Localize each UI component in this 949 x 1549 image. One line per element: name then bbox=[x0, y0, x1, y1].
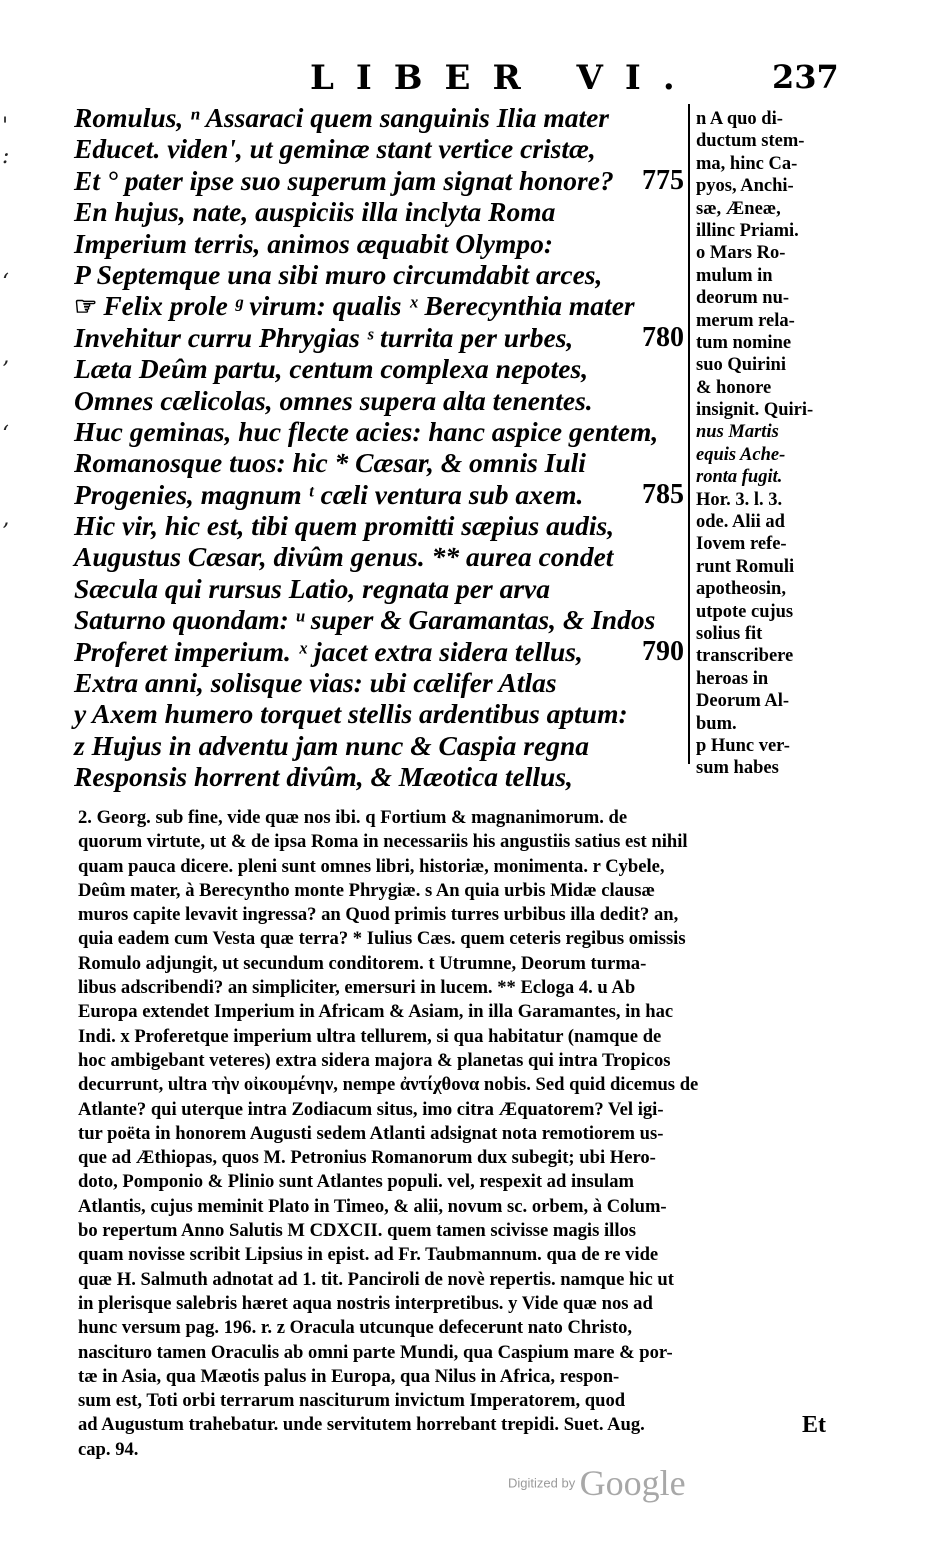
verse-line bbox=[74, 604, 690, 635]
commentary-block bbox=[78, 806, 838, 1462]
commentary-line: ad Augustum trahebatur. unde servitutem horrebant trepidi. Suet. Aug. bbox=[78, 1414, 645, 1436]
verse-text: y Axem humero torquet stellis ardentibus aptum: bbox=[74, 698, 628, 730]
gutter-mark: ‘ bbox=[2, 270, 9, 295]
verse-text: Extra anni, solisque vias: ubi cælifer Atlas bbox=[74, 667, 557, 699]
commentary-line: Deûm mater, à Berecyntho monte Phrygiæ. s An quia urbis Midæ clausæ bbox=[78, 879, 655, 901]
gutter-marks bbox=[0, 100, 26, 800]
verse-text: Sæcula qui rursus Latio, regnata per arva bbox=[74, 572, 550, 604]
verse-line bbox=[74, 416, 690, 447]
verse-line bbox=[74, 447, 690, 478]
verse-text: Hic vir, hic est, tibi quem promitti sæpius audis, bbox=[74, 510, 615, 542]
verse-text: En hujus, nate, auspiciis illa inclyta Roma bbox=[74, 196, 556, 228]
marginal-note-line: merum rela- bbox=[696, 310, 795, 331]
marginal-note-line: mulum in bbox=[696, 265, 773, 286]
verse-line bbox=[74, 510, 690, 541]
marginal-note-line: tum nomine bbox=[696, 332, 792, 353]
commentary-line: bo repertum Anno Salutis M CDXCII. quem tamen scivisse magis illos bbox=[78, 1220, 637, 1242]
marginal-note-line: n A quo di- bbox=[696, 109, 783, 129]
pointing-hand-icon: ☞ bbox=[74, 292, 98, 322]
verse-block bbox=[74, 102, 690, 793]
verse-text: Romanosque tuos: hic * Cæsar, & omnis Iuli bbox=[74, 447, 586, 479]
commentary-line: quam pauca dicere. pleni sunt omnes libri, historiæ, monimenta. r Cybele, bbox=[78, 855, 665, 877]
commentary-line: nascituro tamen Oraculis ab omni parte Mundi, qua Caspium mare & por- bbox=[78, 1341, 673, 1363]
marginal-note-line: equis Ache- bbox=[696, 444, 786, 465]
marginal-note-line: apotheosin, bbox=[696, 579, 786, 600]
commentary-line: Atlante? qui uterque intra Zodiacum situs, imo citra Æquatorem? Vel igi- bbox=[78, 1098, 664, 1120]
column-rule bbox=[688, 104, 690, 764]
verse-line bbox=[74, 290, 690, 321]
marginal-note-line: pyos, Anchi- bbox=[696, 176, 794, 197]
verse-text: Progenies, magnum ᵗ cæli ventura sub axem. bbox=[74, 478, 584, 510]
marginal-note-line: illinc Priami. bbox=[696, 220, 799, 241]
verse-line bbox=[74, 698, 690, 729]
verse-line bbox=[74, 228, 690, 259]
marginal-note-line: ronta fugit. bbox=[696, 467, 783, 488]
verse-line bbox=[74, 165, 690, 196]
verse-line bbox=[74, 196, 690, 227]
gutter-mark: ‘ bbox=[2, 422, 9, 447]
marginal-note bbox=[696, 108, 824, 780]
verse-line bbox=[74, 133, 690, 164]
verse-line bbox=[74, 353, 690, 384]
gutter-mark: ’ bbox=[2, 358, 9, 383]
marginal-note-line: solius fit bbox=[696, 623, 763, 644]
marginal-note-line: ode. Alii ad bbox=[696, 512, 785, 533]
line-number: 775 bbox=[642, 164, 684, 196]
verse-text: Imperium terris, animos æquabit Olympo: bbox=[74, 227, 554, 259]
marginal-note-line: deorum nu- bbox=[696, 288, 790, 309]
commentary-line: muros capite levavit ingressa? an Quod primis turres urbibus illa dedit? an, bbox=[78, 904, 679, 926]
marginal-note-line: Deorum Al- bbox=[696, 691, 789, 712]
marginal-note-line: suo Quirini bbox=[696, 355, 786, 376]
verse-line bbox=[74, 322, 690, 353]
marginal-note-line: insignit. Quiri- bbox=[696, 400, 814, 421]
gutter-mark: ' bbox=[2, 114, 9, 139]
commentary-line: doto, Pomponio & Plinio sunt Atlantes populi. vel, respexit ad insulam bbox=[78, 1171, 635, 1193]
verse-text: Responsis horrent divûm, & Mæotica tellus, bbox=[74, 761, 573, 793]
line-number: 780 bbox=[642, 321, 684, 353]
verse-text: Invehitur curru Phrygias ˢ turrita per urbes, bbox=[74, 321, 574, 353]
marginal-note-line: sum habes bbox=[696, 758, 779, 779]
marginal-note-line: runt Romuli bbox=[696, 556, 795, 577]
marginal-note-line: bum. bbox=[696, 713, 737, 734]
marginal-note-line: ma, hinc Ca- bbox=[696, 153, 798, 174]
verse-text: Augustus Cæsar, divûm genus. ** aurea condet bbox=[74, 541, 614, 573]
gutter-mark: ’ bbox=[2, 520, 9, 545]
commentary-line: Romulo adjungit, ut secundum conditorem. t Utrumne, Deorum turma- bbox=[78, 952, 647, 974]
marginal-note-line: transcribere bbox=[696, 646, 794, 667]
verse-text: P Septemque una sibi muro circumdabit arces, bbox=[74, 258, 603, 290]
verse-text: Omnes cælicolas, omnes supera alta tenentes. bbox=[74, 384, 593, 416]
commentary-line: quorum virtute, ut & de ipsa Roma in necessariis his angustiis satius est nihil bbox=[78, 831, 688, 853]
watermark-prefix: Digitized by bbox=[508, 1475, 576, 1491]
verse-text: Romulus, ⁿ Assaraci quem sanguinis Ilia mater bbox=[74, 102, 610, 133]
verse-line bbox=[74, 541, 690, 572]
commentary-line: Europa extendet Imperium in Africam & Asiam, in illa Garamantes, in hac bbox=[78, 1001, 674, 1023]
marginal-note-line: sæ, Æneæ, bbox=[696, 198, 781, 219]
commentary-line: quia eadem cum Vesta quæ terra? * Iulius Cæs. quem ceteris regibus omissis bbox=[78, 928, 686, 950]
commentary-line: libus adscribendi? an simpliciter, emersuri in lucem. ** Ecloga 4. u Ab bbox=[78, 977, 636, 999]
verse-text: Felix prole ᵍ virum: qualis ˣ Berecynthia mater bbox=[103, 290, 635, 322]
commentary-line: Atlantis, cujus meminit Plato in Timeo, & alii, novum sc. orbem, à Colum- bbox=[78, 1195, 667, 1217]
running-head bbox=[0, 58, 949, 98]
marginal-note-line: nus Martis bbox=[696, 422, 779, 443]
marginal-note-line: o Mars Ro- bbox=[696, 243, 786, 264]
marginal-note-line: p Hunc ver- bbox=[696, 735, 790, 756]
verse-text: Et ° pater ipse suo superum jam signat honore? bbox=[74, 164, 614, 196]
verse-line bbox=[74, 102, 690, 133]
verse-line bbox=[74, 730, 690, 761]
marginal-note-line: & honore bbox=[696, 377, 772, 398]
digitization-watermark bbox=[508, 1462, 686, 1504]
page-title: LIBER VI. bbox=[310, 58, 697, 98]
verse-text: Huc geminas, huc flecte acies: hanc aspice gentem, bbox=[74, 415, 659, 447]
marginal-note-line: heroas in bbox=[696, 668, 769, 689]
commentary-line: cap. 94. bbox=[78, 1438, 139, 1460]
commentary-line: in plerisque salebris hæret aqua nostris interpretibus. y Vide quæ nos ad bbox=[78, 1292, 653, 1314]
commentary-line: decurrunt, ultra τὴν οἰκουμένην, nempe ἀντίχθονα nobis. Sed quid dicemus de bbox=[78, 1074, 699, 1096]
verse-text: z Hujus in adventu jam nunc & Caspia regna bbox=[74, 729, 589, 761]
marginal-note-line: utpote cujus bbox=[696, 601, 794, 622]
watermark-brand: Google bbox=[579, 1463, 686, 1503]
marginal-note-line: ductum stem- bbox=[696, 131, 805, 152]
verse-text: Saturno quondam: ᵘ super & Garamantas, & Indos bbox=[74, 604, 656, 636]
marginal-note-line: Iovem refe- bbox=[696, 534, 787, 555]
commentary-line: hoc ambigebant veteres) extra sidera majora & planetas qui intra Tropicos bbox=[78, 1049, 671, 1071]
verse-text: Educet. viden', ut geminæ stant vertice cristæ, bbox=[74, 133, 596, 165]
commentary-line: que ad Æthiopas, quos M. Petronius Romanorum dux subegit; ubi Hero- bbox=[78, 1147, 656, 1169]
verse-line bbox=[74, 479, 690, 510]
commentary-line: hunc versum pag. 196. r. z Oracula utcunque defecerunt nato Christo, bbox=[78, 1317, 633, 1339]
verse-text: Proferet imperium. ˣ jacet extra sidera tellus, bbox=[74, 635, 583, 667]
commentary-line: Indi. x Proferetque imperium ultra tellurem, si qua habitatur (namque de bbox=[78, 1025, 662, 1047]
verse-line bbox=[74, 667, 690, 698]
gutter-mark: : bbox=[2, 144, 10, 169]
verse-line bbox=[74, 636, 690, 667]
verse-line bbox=[74, 259, 690, 290]
line-number: 790 bbox=[642, 635, 684, 667]
commentary-line: sum est, Toti orbi terrarum nasciturum invictum Imperatorem, quod bbox=[78, 1390, 626, 1412]
verse-text: Læta Deûm partu, centum complexa nepotes, bbox=[74, 353, 589, 385]
commentary-line: tur poëta in honorem Augusti sedem Atlanti adsignat nota remotiorem us- bbox=[78, 1122, 664, 1144]
commentary-line: quæ H. Salmuth adnotat ad 1. tit. Panciroli de novè repertis. namque hic ut bbox=[78, 1268, 674, 1290]
commentary-line: 2. Georg. sub fine, vide quæ nos ibi. q Fortium & magnanimorum. de bbox=[78, 807, 628, 828]
marginal-note-line: Hor. 3. l. 3. bbox=[696, 489, 783, 510]
verse-line bbox=[74, 761, 690, 792]
verse-line bbox=[74, 573, 690, 604]
page-number: 237 bbox=[772, 58, 839, 96]
verse-line bbox=[74, 385, 690, 416]
commentary-line: tæ in Asia, qua Mæotis palus in Europa, qua Nilus in Africa, respon- bbox=[78, 1365, 620, 1387]
commentary-line: quam novisse scribit Lipsius in epist. ad Fr. Taubmannum. qua de re vide bbox=[78, 1244, 659, 1266]
catchword: Et bbox=[802, 1412, 826, 1438]
line-number: 785 bbox=[642, 478, 684, 510]
